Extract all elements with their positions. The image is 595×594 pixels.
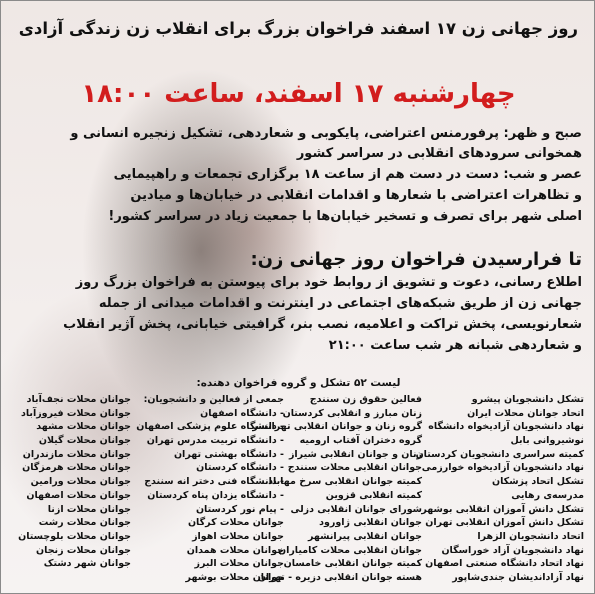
poster-title: روز جهانی زن ۱۷ اسفند فراخوان بزرگ برای انقلاب زن زندگی آزادی [18, 19, 578, 38]
organization-item: گروه زنان و جوانان انقلابی تهرانسر [252, 421, 422, 433]
info-line-2: جهانی زن از طریق شبکه‌های اجتماعی در اینترنت و اقدامات میدانی از جمله [98, 296, 582, 311]
organization-item: کمیته جوانان انقلابی خامسان [283, 558, 422, 570]
info-line-1: اطلاع رسانی، دعوت و تشویق از روابط خود برای پیوستن به فراخوان بزرگ روز [75, 275, 582, 290]
organization-item: نهاد آزاداندیشان جندی‌شاپور [452, 571, 584, 583]
organizations-column-1 [416, 393, 584, 585]
organization-item: هسته جوانان انقلابی دزیره - تهران [257, 571, 422, 583]
organization-item: جوانان محلات کرگان [187, 517, 284, 529]
organization-item: فعالین حقوق زن سنندج [309, 394, 422, 405]
event-date: چهارشنبه ۱۷ اسفند، ساعت ۱۸:۰۰ [81, 79, 516, 109]
organization-item: تشکل دانشجویان پیشرو [471, 394, 584, 405]
organization-item: - دانشگاه بهشتی تهران [173, 448, 284, 460]
organization-item: مدرسه‌ی رهایی [511, 489, 584, 501]
organization-item: نهاد اتحاد دانشگاه صنعتی اصفهان [425, 558, 584, 570]
organization-item: - دانشگاه اصفهان [200, 407, 284, 419]
organization-item: جوانان محلات مازندران [22, 448, 131, 460]
call-heading: تا فرارسیدن فراخوان روز جهانی زن: [250, 249, 582, 270]
organization-item: جوانان انقلابی محلات سنندج [287, 462, 422, 474]
organizations-column-4 [18, 393, 131, 571]
organization-item: جوانان محلات نجف‌آباد [26, 394, 131, 405]
evening-line-2: و تظاهرات اعتراضی با شعارها و اقدامات انقلابی در خیابان‌ها و میادین [130, 188, 582, 203]
organization-item: جوانان محلات هرمزگان [22, 462, 131, 474]
organization-item: کمیته سراسری دانشجویان کردستان [415, 448, 584, 460]
organization-item: جوانان محلات اهواز [192, 530, 284, 542]
organization-item: - دانشگاه فنی دختر انه سنندج [144, 476, 284, 488]
organization-item: تشکل دانش آموزان انقلابی بوشهر [421, 503, 584, 515]
organization-item: تشکل اتحاد پزشکان [492, 476, 584, 488]
organization-item: - دانشگاه یزدان پناه کردستان [147, 489, 284, 501]
organizations-column-3 [136, 393, 284, 585]
organization-item: جوانان انقلابی پیرانشهر [308, 530, 422, 542]
organization-item: جوانان محلات مشهد [36, 421, 131, 433]
organization-item: زنان و جوانان انقلابی شیراز [288, 448, 422, 460]
organization-item: جوانان محلات فیروزآباد [20, 407, 131, 419]
organization-item: نهاد دانشجویان آزادیخواه خوارزمی [421, 462, 584, 474]
organization-item: جوانان محلات همدان [186, 544, 284, 556]
organization-item: گروه دختران آفتاب ارومیه [299, 435, 422, 447]
organization-item: جوانان محلات بوشهر [185, 571, 284, 583]
organization-item: زنان مبارز و انقلابی کردستان [282, 407, 422, 419]
organization-item: جوانان محلات گیلان [38, 435, 131, 447]
organization-item: جوانان محلات البرز [194, 558, 284, 570]
organization-item: اتحاد جوانان محلات ایران [467, 407, 584, 419]
morning-line-1: صبح و ظهر: پرفورمنس اعتراضی، پایکوبی و شعاردهی، تشکیل زنجیره انسانی و [70, 126, 582, 141]
organizations-list-header: لیست ۵۲ تشکل و گروه فراخوان دهنده: [196, 377, 401, 389]
organization-item: نوشیروانی بابل [510, 435, 584, 447]
organization-item: کمیته انقلابی قزوین [325, 489, 422, 501]
organization-item: جوانان محلات زنجان [36, 544, 131, 556]
evening-line-3: اصلی شهر برای تصرف و تسخیر خیابان‌ها با جمعیت زیاد در سراسر کشور! [108, 209, 582, 224]
evening-line-1: عصر و شب: دست در دست هم از ساعت ۱۸ برگزاری تجمعات و راهپیمایی [113, 167, 582, 182]
organization-item: - دانشگاه کردستان [196, 462, 284, 474]
organization-item: جوانان محلات ازنا [47, 503, 131, 515]
organization-item: جوانان محلات اصفهان [26, 489, 131, 501]
organization-item: جوانان محلات ورامین [30, 476, 131, 488]
organization-item: نهاد دانشجویان آزاد خوراسگان [441, 544, 584, 556]
organization-item: جمعی از فعالین و دانشجویان: [143, 394, 284, 405]
organization-item: - پیام نور کردستان [195, 503, 284, 515]
organization-item: تشکل دانش آموزان انقلابی تهران [425, 517, 584, 529]
organization-item: جوانان انقلابی ژاورود [319, 517, 422, 529]
info-line-3: شعارنویسی، پخش تراکت و اعلامیه، نصب بنر، گرافیتی خیابانی، پخش آژیر انقلاب [63, 317, 582, 332]
organization-item: کمیته جوانان انقلابی سرخ مهاباد [268, 476, 422, 488]
organization-item: اتحاد دانشجویان الزهرا [477, 530, 584, 542]
organization-item: جوانان انقلابی محلات کامیاران [277, 544, 422, 556]
organization-item: شورای جوانان انقلابی دزلی [290, 503, 422, 515]
organization-item: جوانان محلات رشت [38, 517, 131, 529]
organization-item: جوانان شهر دشتک [43, 558, 131, 570]
organization-item: - دانشگاه تربیت مدرس تهران [146, 435, 284, 447]
organization-item: - دانشگاه علوم پزشکی اصفهان [136, 421, 284, 433]
info-line-4: و شعاردهی شبانه هر شب ساعت ۲۱:۰۰ [328, 338, 582, 353]
organization-item: جوانان محلات بلوچستان [18, 530, 131, 542]
morning-line-2: همخوانی سرودهای انقلابی در سراسر کشور [296, 146, 582, 161]
organization-item: نهاد دانشجویان آزادیخواه دانشگاه [428, 421, 584, 433]
